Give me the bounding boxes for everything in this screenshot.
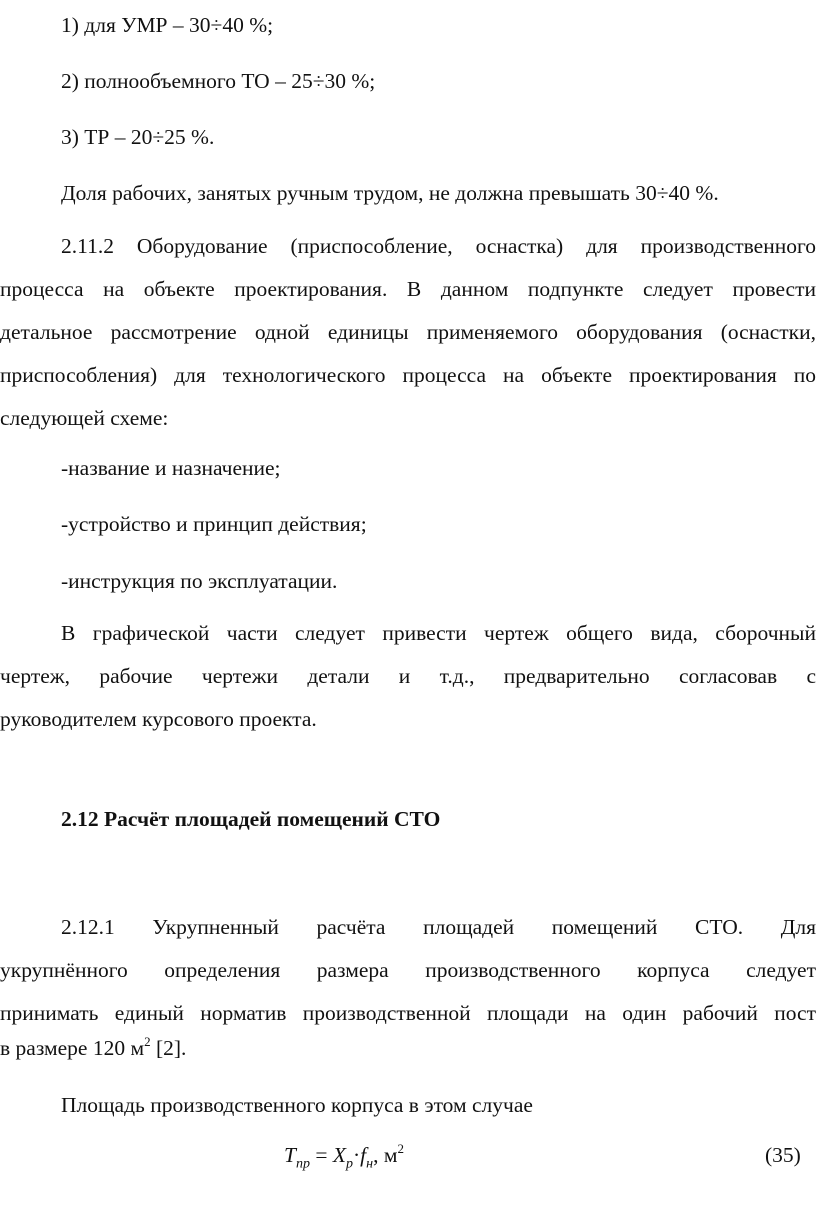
paragraph-area-line: в размере 120 $м^2$ [2]. [0,1033,187,1060]
list-item-tr: 3) ТР – 20÷25 %. [61,125,215,149]
paragraph-area-line: принимать единый норматив производственной площади на один рабочий пост [0,1001,816,1025]
paragraph-equipment-line: следующей схеме: [0,406,169,430]
paragraph-equipment-line: приспособления) для технологического процесса на объекте проектирования по [0,363,816,387]
paragraph-graphics-line: руководителем курсового проекта. [0,707,317,731]
paragraph-equipment-line: процесса на объекте проектирования. В данном подпункте следует провести [0,277,816,301]
paragraph-graphics-line: чертеж, рабочие чертежи детали и т.д., предварительно согласовав с [0,664,816,688]
bullet-item: -устройство и принцип действия; [61,512,367,536]
bullet-item: -название и назначение; [61,456,281,480]
list-item-umr: 1) для УМР – 30÷40 %; [61,13,274,37]
paragraph-graphics-line: В графической части следует привести чертеж общего вида, сборочный [61,621,816,645]
paragraph-manual-labor: Доля рабочих, занятых ручным трудом, не должна превышать 30÷40 %. [61,181,719,205]
equation-number: (35) [765,1143,801,1167]
list-item-to: 2) полнообъемного ТО – 25÷30 %; [61,69,376,93]
formula: $T_{пр} = X_р\cdot f_н$, $м^2$ [284,1140,404,1172]
paragraph-area-line: 2.12.1 Укрупненный расчёта площадей помещений СТО. Для [61,915,816,939]
paragraph-equipment-line: детальное рассмотрение одной единицы применяемого оборудования (оснастки, [0,320,816,344]
paragraph-formula-intro: Площадь производственного корпуса в этом случае [61,1093,533,1117]
paragraph-equipment-line: 2.11.2 Оборудование (приспособление, оснастка) для производственного [61,234,816,258]
bullet-item: -инструкция по эксплуатации. [61,569,338,593]
paragraph-area-line: укрупнённого определения размера производственного корпуса следует [0,958,816,982]
section-heading: 2.12 Расчёт площадей помещений СТО [61,807,441,831]
